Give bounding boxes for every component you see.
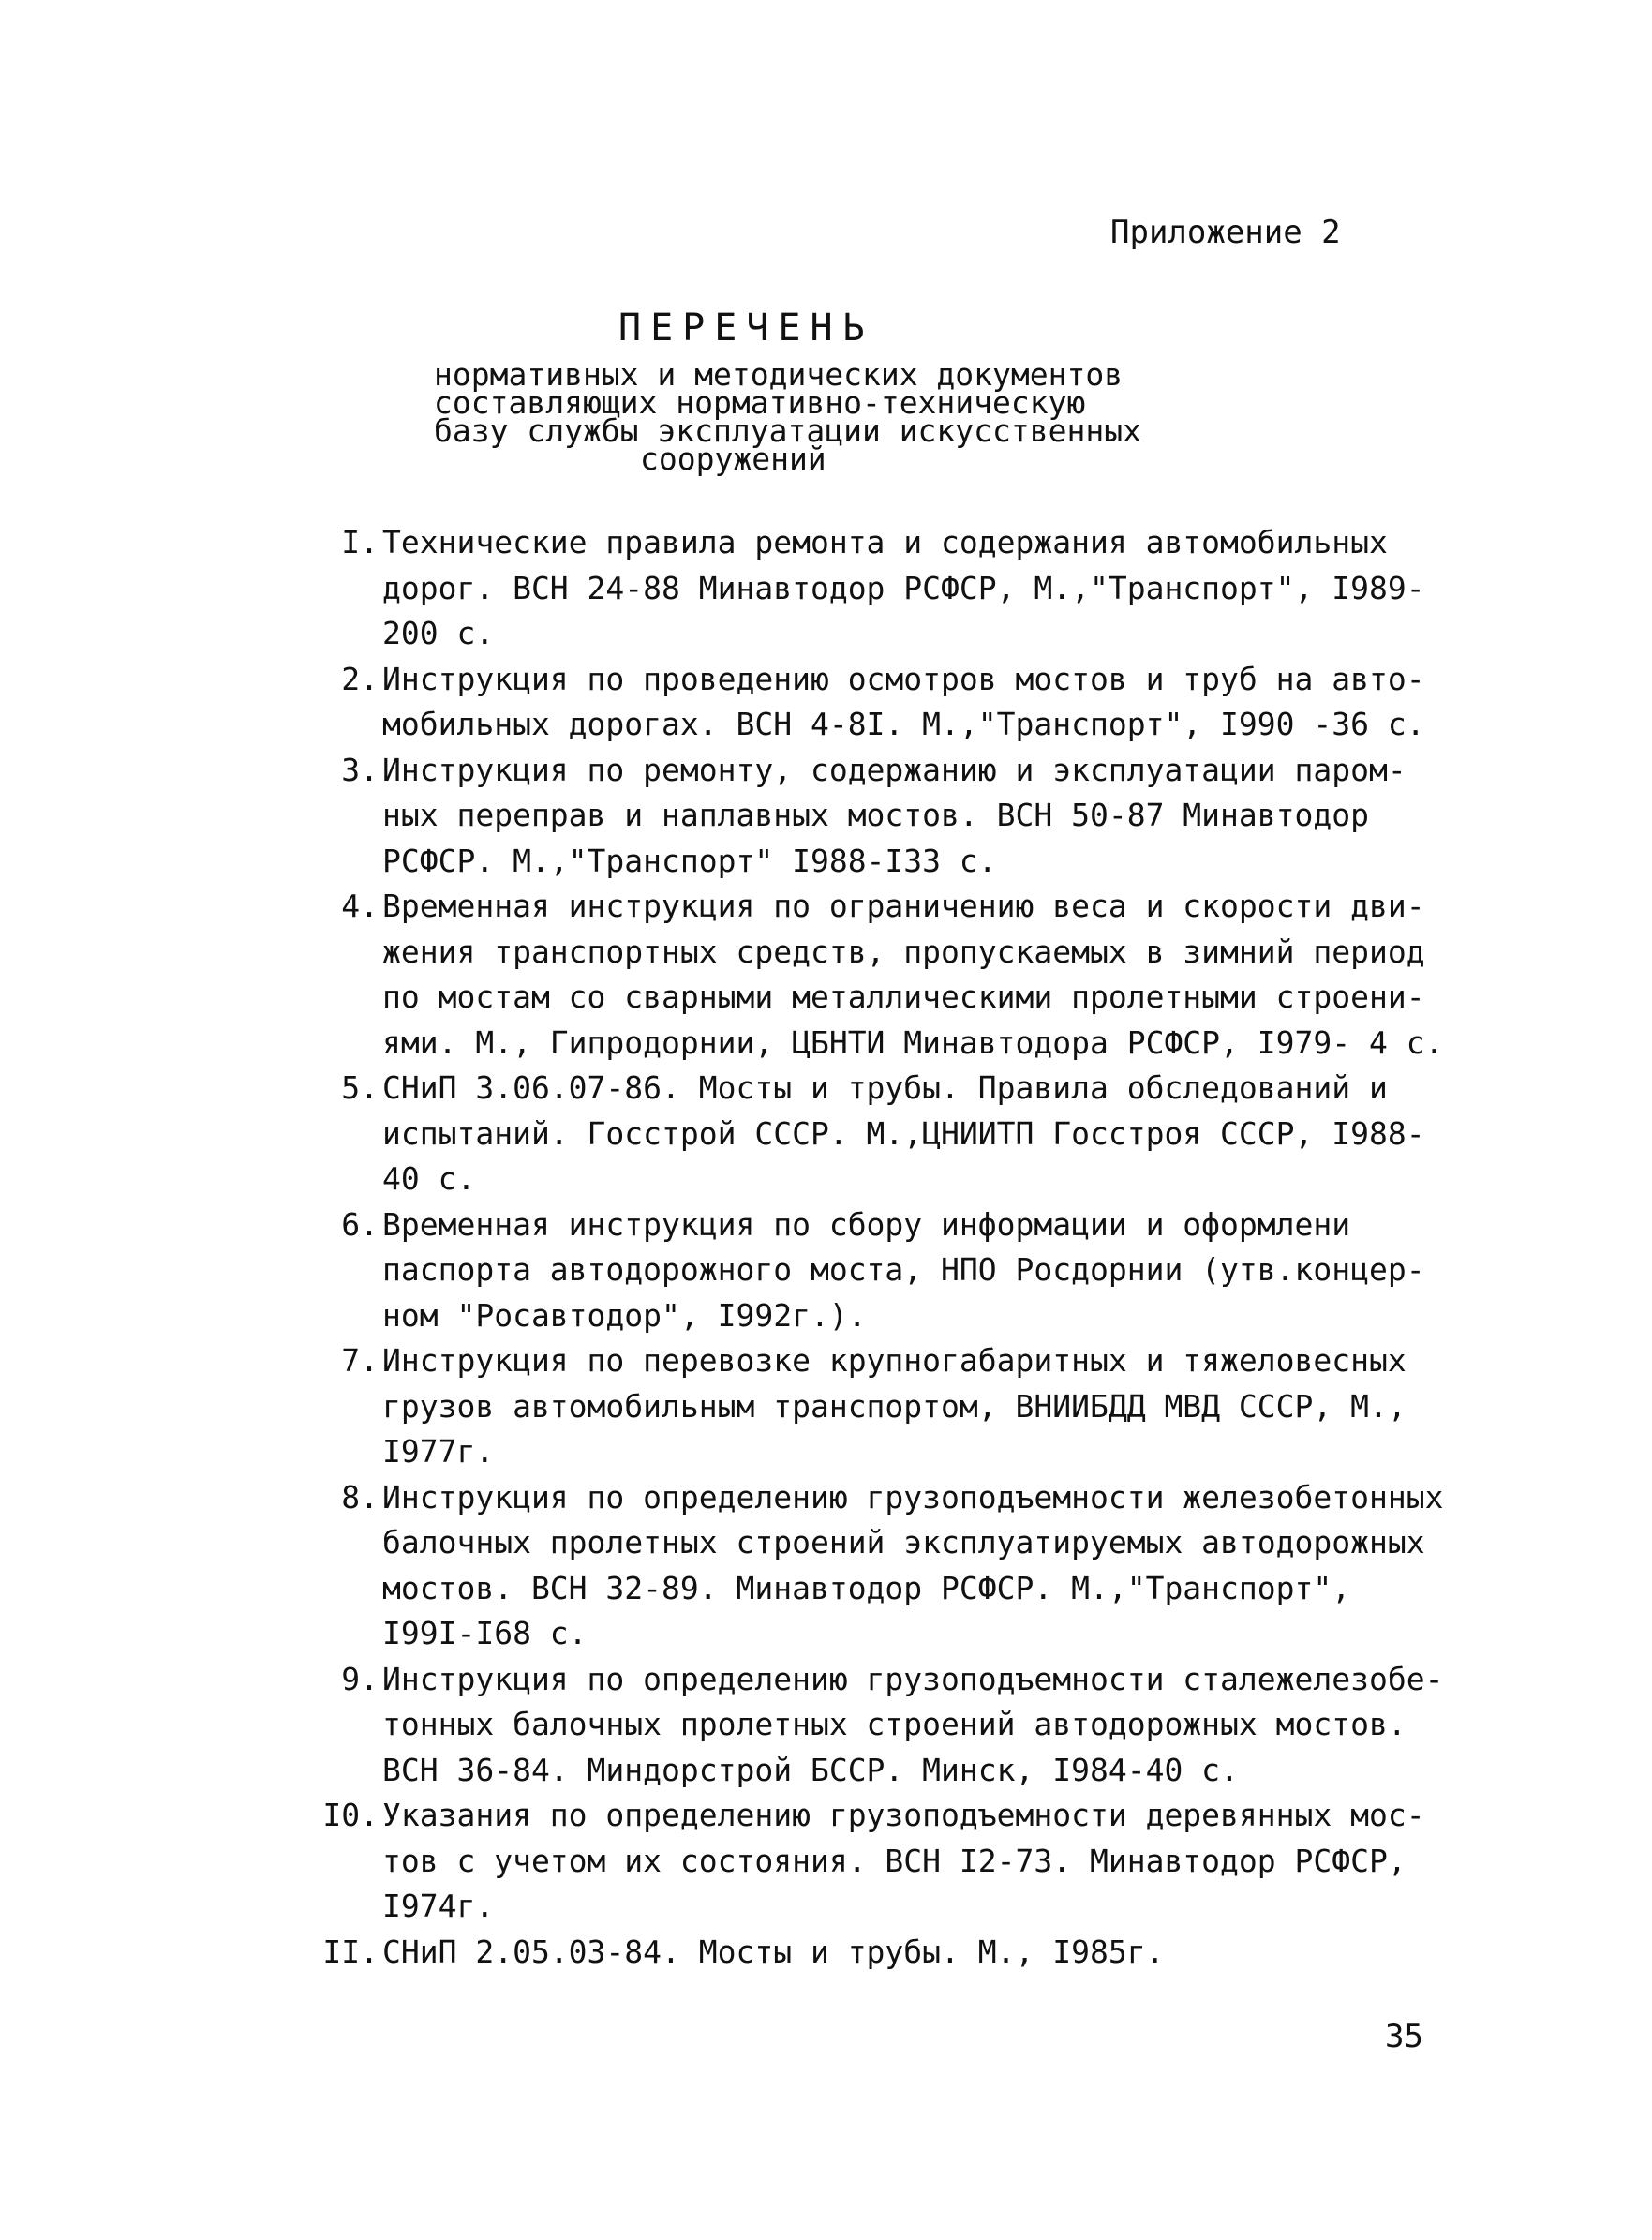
item-line: Временная инструкция по сбору информации и оформлени <box>382 1205 1351 1243</box>
item-text <box>379 1475 1451 1657</box>
item-line: СНиП 2.05.03-84. Мосты и трубы. М., I985г. <box>382 1933 1165 1970</box>
subtitle-line: сооружений <box>640 441 826 477</box>
list-item <box>298 748 1451 885</box>
item-text <box>379 657 1451 748</box>
document-list <box>298 520 1451 1975</box>
item-line: жения транспортных средств, пропускаемых в зимний период <box>382 933 1425 970</box>
item-text <box>379 1930 1451 1976</box>
item-line: РСФСР. М.,"Транспорт" I988-I33 с. <box>382 842 997 879</box>
item-number: 2. <box>341 660 379 697</box>
item-text <box>379 1657 1451 1794</box>
item-text <box>379 1338 1451 1475</box>
item-text <box>379 884 1451 1066</box>
item-number: 7. <box>341 1342 379 1379</box>
page-number: 35 <box>1385 2018 1423 2055</box>
appendix-label: Приложение 2 <box>1110 214 1341 251</box>
item-number: 8. <box>341 1478 379 1516</box>
item-number: II. <box>322 1933 379 1970</box>
list-item <box>298 1930 1451 1976</box>
item-number: 4. <box>341 888 379 924</box>
item-line: 40 с. <box>382 1160 476 1197</box>
item-line: по мостам со сварными металлическими пролетными строени- <box>382 978 1425 1015</box>
item-line: Инструкция по определению грузоподъемности сталежелезобе- <box>382 1660 1444 1697</box>
item-line: I99I-I68 с. <box>382 1615 588 1651</box>
item-number: 5. <box>341 1069 379 1106</box>
item-line: тов с учетом их состояния. ВСН I2-73. Минавтодор РСФСР, <box>382 1842 1406 1879</box>
item-text <box>379 748 1451 885</box>
list-item <box>298 1793 1451 1930</box>
item-line: Инструкция по проведению осмотров мостов и труб на авто- <box>382 660 1425 697</box>
list-item <box>298 1475 1451 1657</box>
item-line: ВСН 36-84. Миндорстрой БССР. Минск, I984-40 с. <box>382 1751 1239 1788</box>
item-line: Указания по определению грузоподъемности деревянных мос- <box>382 1797 1425 1833</box>
item-line: I974г. <box>382 1888 495 1924</box>
item-number: 3. <box>341 751 379 788</box>
item-line: 200 с. <box>382 615 495 651</box>
item-line: мостов. ВСН 32-89. Минавтодор РСФСР. М.,"Транспорт", <box>382 1569 1351 1606</box>
list-item <box>298 1202 1451 1339</box>
subtitle-line: базу службы эксплуатации искусственных <box>434 412 1141 449</box>
item-line: ном "Росавтодор", I992г.). <box>382 1296 867 1334</box>
item-line: Инструкция по определению грузоподъемности железобетонных <box>382 1478 1444 1516</box>
item-line: грузов автомобильным транспортом, ВНИИБДД МВД СССР, М., <box>382 1387 1406 1425</box>
item-line: дорог. ВСН 24-88 Минавтодор РСФСР, М.,"Транспорт", I989- <box>382 569 1425 606</box>
item-number: 9. <box>341 1660 379 1697</box>
list-item <box>298 520 1451 657</box>
document-heading: ПЕРЕЧЕНЬ <box>618 306 874 350</box>
item-line: ями. М., Гипродорнии, ЦБНТИ Минавтодора РСФСР, I979- 4 с. <box>382 1023 1444 1061</box>
item-number: I. <box>341 524 379 560</box>
item-line: Технические правила ремонта и содержания автомобильных <box>382 524 1388 560</box>
list-item <box>298 1657 1451 1794</box>
item-line: СНиП 3.06.07-86. Мосты и трубы. Правила обследований и <box>382 1069 1388 1106</box>
item-line: I977г. <box>382 1433 495 1470</box>
item-line: мобильных дорогах. ВСН 4-8I. М.,"Транспорт", I990 -36 с. <box>382 706 1425 742</box>
item-line: испытаний. Госстрой СССР. М.,ЦНИИТП Госстроя СССР, I988- <box>382 1114 1425 1152</box>
item-number: 6. <box>341 1205 379 1243</box>
item-line: тонных балочных пролетных строений автодорожных мостов. <box>382 1706 1406 1742</box>
list-item <box>298 884 1451 1066</box>
subtitle-line: составляющих нормативно-техническую <box>434 384 1086 421</box>
list-item <box>298 1338 1451 1475</box>
item-text <box>379 1202 1451 1339</box>
list-item <box>298 1066 1451 1202</box>
list-item <box>298 657 1451 748</box>
item-text <box>379 520 1451 657</box>
item-line: балочных пролетных строений эксплуатируемых автодорожных <box>382 1524 1425 1561</box>
item-text <box>379 1793 1451 1930</box>
item-number: I0. <box>322 1797 379 1833</box>
item-line: ных переправ и наплавных мостов. ВСН 50-87 Минавтодор <box>382 797 1369 833</box>
subtitle-line: нормативных и методических документов <box>434 356 1124 393</box>
item-line: паспорта автодорожного моста, НПО Росдорнии (утв.концер- <box>382 1251 1425 1288</box>
item-text <box>379 1066 1451 1202</box>
item-line: Инструкция по ремонту, содержанию и эксплуатации паром- <box>382 751 1406 788</box>
item-line: Временная инструкция по ограничению веса и скорости дви- <box>382 888 1425 924</box>
document-subtitle <box>434 356 1165 477</box>
item-line: Инструкция по перевозке крупногабаритных и тяжеловесных <box>382 1342 1406 1379</box>
